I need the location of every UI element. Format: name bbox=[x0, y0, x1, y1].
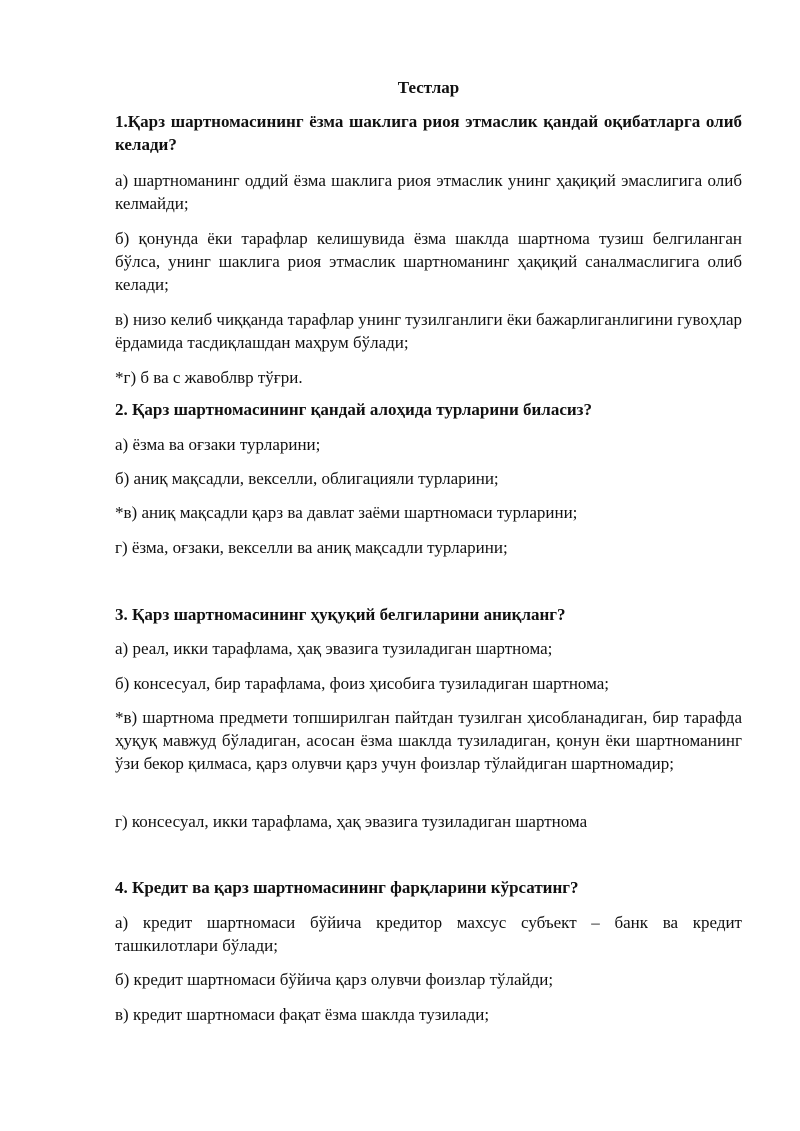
answer-3d: г) консесуал, икки тарафлама, ҳақ эвазига тузиладиган шартнома bbox=[115, 812, 588, 831]
question-3: 3. Қарз шартномасининг ҳуқуқий белгиларини аниқланг? bbox=[115, 605, 566, 624]
answer-2b: б) аниқ мақсадли, векселли, облигацияли турларини; bbox=[115, 469, 499, 488]
answer-4a: а) кредит шартномаси бўйича кредитор махсус субъект – банк ва кредит ташкилотлари бўлади; bbox=[115, 913, 742, 955]
answer-2c: *в) аниқ мақсадли қарз ва давлат заёми шартномаси турларини; bbox=[115, 503, 578, 522]
question-2: 2. Қарз шартномасининг қандай алоҳида турларини биласиз? bbox=[115, 400, 592, 419]
question-4: 4. Кредит ва қарз шартномасининг фарқларини кўрсатинг? bbox=[115, 878, 579, 897]
page-title: Тестлар bbox=[397, 78, 460, 97]
answer-1b: б) қонунда ёки тарафлар келишувида ёзма шаклда шартнома тузиш белгиланган бўлса, унинг шаклига риоя этмаслик шартноманинг ҳақиқий саналмаслигига олиб келади; bbox=[115, 229, 742, 294]
answer-1c: в) низо келиб чиққанда тарафлар унинг тузилганлиги ёки бажарлиганлигини гувоҳлар ёрдамида тасдиқлашдан маҳрум бўлади; bbox=[115, 310, 742, 352]
question-1: 1.Қарз шартномасининг ёзма шаклига риоя этмаслик қандай оқибатларга олиб келади? bbox=[115, 112, 742, 154]
answer-3a: а) реал, икки тарафлама, ҳақ эвазига тузиладиган шартнома; bbox=[115, 639, 553, 658]
answer-3b: б) консесуал, бир тарафлама, фоиз ҳисобига тузиладиган шартнома; bbox=[115, 674, 610, 693]
answer-1a: а) шартноманинг оддий ёзма шаклига риоя этмаслик унинг ҳақиқий эмаслигига олиб келмайди; bbox=[115, 171, 742, 213]
answer-2d: г) ёзма, оғзаки, векселли ва аниқ мақсадли турларини; bbox=[115, 538, 508, 557]
answer-4b: б) кредит шартномаси бўйича қарз олувчи фоизлар тўлайди; bbox=[115, 970, 554, 989]
answer-4c: в) кредит шартномаси фақат ёзма шаклда тузилади; bbox=[115, 1005, 490, 1024]
answer-1d: *г) б ва с жавоблвр тўғри. bbox=[115, 368, 303, 387]
answer-3c: *в) шартнома предмети топширилган пайтдан тузилган ҳисобланадиган, бир тарафда ҳуқуқ мавжуд бўладиган, асосан ёзма шаклда тузиладиган, қонун ёки шартноманинг ўзи бекор қилмаса, қарз олувчи қарз учун фоизлар тўлайдиган шартномадир; bbox=[115, 708, 742, 773]
answer-2a: а) ёзма ва оғзаки турларини; bbox=[115, 435, 321, 454]
